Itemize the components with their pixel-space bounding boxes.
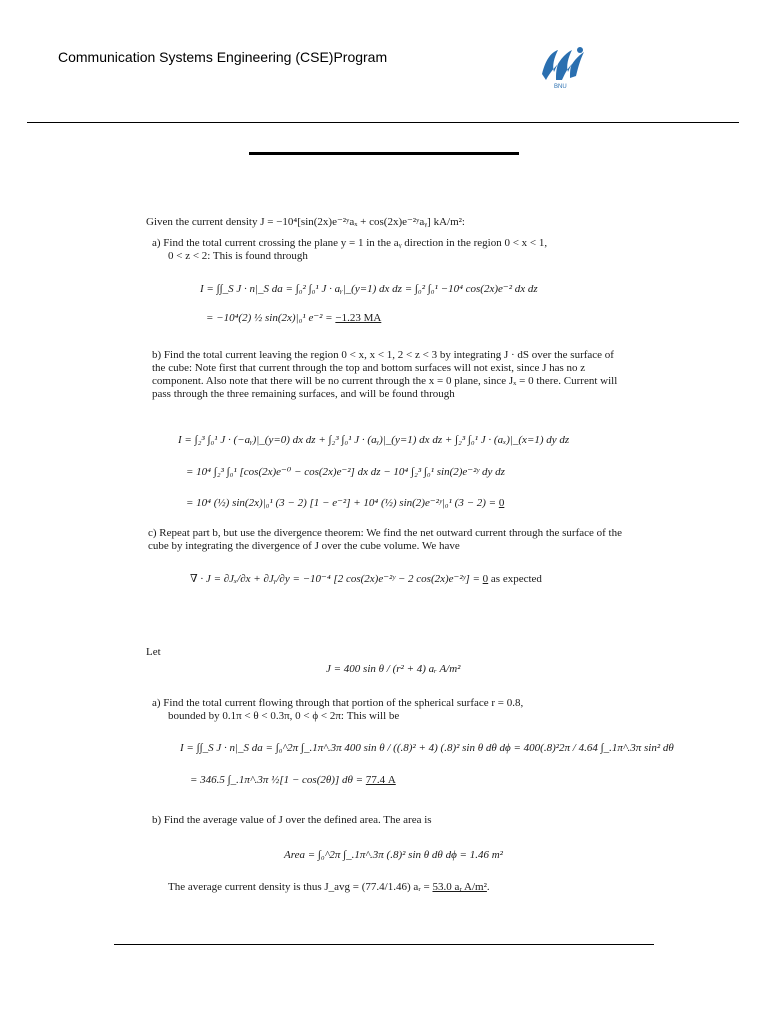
problem2-part-a-equation-1: I = ∫∫_S J · n|_S da = ∫₀^2π ∫_.1π^.3π 400 sin θ / ((.8)² + 4) (.8)² sin θ dθ dϕ = 400(.8)²2π / 4.64 ∫_.1π^.3π sin² dθ xyxy=(180,742,674,754)
problem2-part-b-area-equation: Area = ∫₀^2π ∫_.1π^.3π (.8)² sin θ dθ dϕ = 1.46 m² xyxy=(284,849,503,861)
problem2-part-a-equation-2 xyxy=(190,773,396,787)
problem1-part-b-equation-3 xyxy=(186,496,504,510)
problem1-part-b-text: b) Find the total current leaving the region 0 < x, x < 1, 2 < z < 3 by integrating J · dS over the surface of the cube: Note first that current through the top and bottom surfaces will not exist, since J has no z component. Also note that there will be no current through the x = 0 plane, since Jₓ = 0 there. Current will pass through the three remaining surfaces, and will be found through xyxy=(152,349,618,400)
average-text: The average current density is thus J_avg = (77.4/1.46) aᵣ = xyxy=(168,881,430,893)
problem1-part-b-equation-2: = 10⁴ ∫₂³ ∫₀¹ [cos(2x)e⁻⁰ − cos(2x)e⁻²] dx dz − 10⁴ ∫₂³ ∫₀¹ sin(2)e⁻²ʸ dy dz xyxy=(186,466,505,478)
equation-suffix: as expected xyxy=(490,573,542,585)
result-average-density: 53.0 aᵣ A/m² xyxy=(432,881,487,893)
problem2-average-current-density xyxy=(168,881,490,894)
problem1-part-b-equation-1: I = ∫₂³ ∫₀¹ J · (−aᵧ)|_(y=0) dx dz + ∫₂³ ∫₀¹ J · (aᵧ)|_(y=1) dx dz + ∫₂³ ∫₀¹ J · (aₓ)|_(x=1) dy dz xyxy=(178,434,570,446)
problem2-current-density-definition: J = 400 sin θ / (r² + 4) aᵣ A/m² xyxy=(326,663,461,675)
problem1-intro: Given the current density J = −10⁴[sin(2x)e⁻²ʸaₓ + cos(2x)e⁻²ʸaᵧ] kA/m²: xyxy=(146,216,465,228)
equation-prefix: = 346.5 ∫_.1π^.3π ½[1 − cos(2θ)] dθ = xyxy=(190,774,364,786)
title-bar-rule xyxy=(249,152,519,155)
problem1-part-a-equation-2 xyxy=(206,311,381,325)
problem2-part-a-text-2: bounded by 0.1π < θ < 0.3π, 0 < ϕ < 2π: This will be xyxy=(168,710,400,722)
problem1-part-a-text: a) Find the total current crossing the plane y = 1 in the aᵧ direction in the region 0 < x < 1, xyxy=(152,237,548,249)
problem2-let: Let xyxy=(146,646,161,658)
problem1-part-a-equation-1: I = ∫∫_S J · n|_S da = ∫₀² ∫₀¹ J · aᵧ|_(y=1) dx dz = ∫₀² ∫₀¹ −10⁴ cos(2x)e⁻² dx dz xyxy=(200,283,538,295)
equation-prefix: = 10⁴ (½) sin(2x)|₀¹ (3 − 2) [1 − e⁻²] + 10⁴ (½) sin(2)e⁻²ʸ|₀¹ (3 − 2) = xyxy=(186,497,497,509)
university-logo xyxy=(536,44,588,90)
problem1-part-c-text: c) Repeat part b, but use the divergence theorem: We find the net outward current through the surface of the cube by integrating the divergence of J over the cube volume. We have xyxy=(148,527,622,552)
footer-divider xyxy=(114,944,654,945)
result-current-a: −1.23 MA xyxy=(335,312,382,324)
problem2-part-b-text: b) Find the average value of J over the defined area. The area is xyxy=(152,814,432,826)
average-suffix: . xyxy=(486,881,490,893)
logo-text: BNU xyxy=(554,84,567,90)
result-divergence: 0 xyxy=(482,573,489,585)
result-current-spherical: 77.4 A xyxy=(365,774,396,786)
header-divider xyxy=(27,122,739,123)
problem2-part-a-text: a) Find the total current flowing through that portion of the spherical surface r = 0.8, xyxy=(152,697,524,709)
result-current-b: 0 xyxy=(498,497,505,509)
equation-prefix: ∇ · J = ∂Jₓ/∂x + ∂Jᵧ/∂y = −10⁻⁴ [2 cos(2x)e⁻²ʸ − 2 cos(2x)e⁻²ʸ] = xyxy=(190,573,480,585)
page-header-title: Communication Systems Engineering (CSE)Program xyxy=(58,49,388,65)
equation-prefix: = −10⁴(2) ½ sin(2x)|₀¹ e⁻² = xyxy=(206,312,333,324)
problem1-part-a-text-2: 0 < z < 2: This is found through xyxy=(168,250,308,262)
problem1-part-c-equation xyxy=(190,572,542,586)
